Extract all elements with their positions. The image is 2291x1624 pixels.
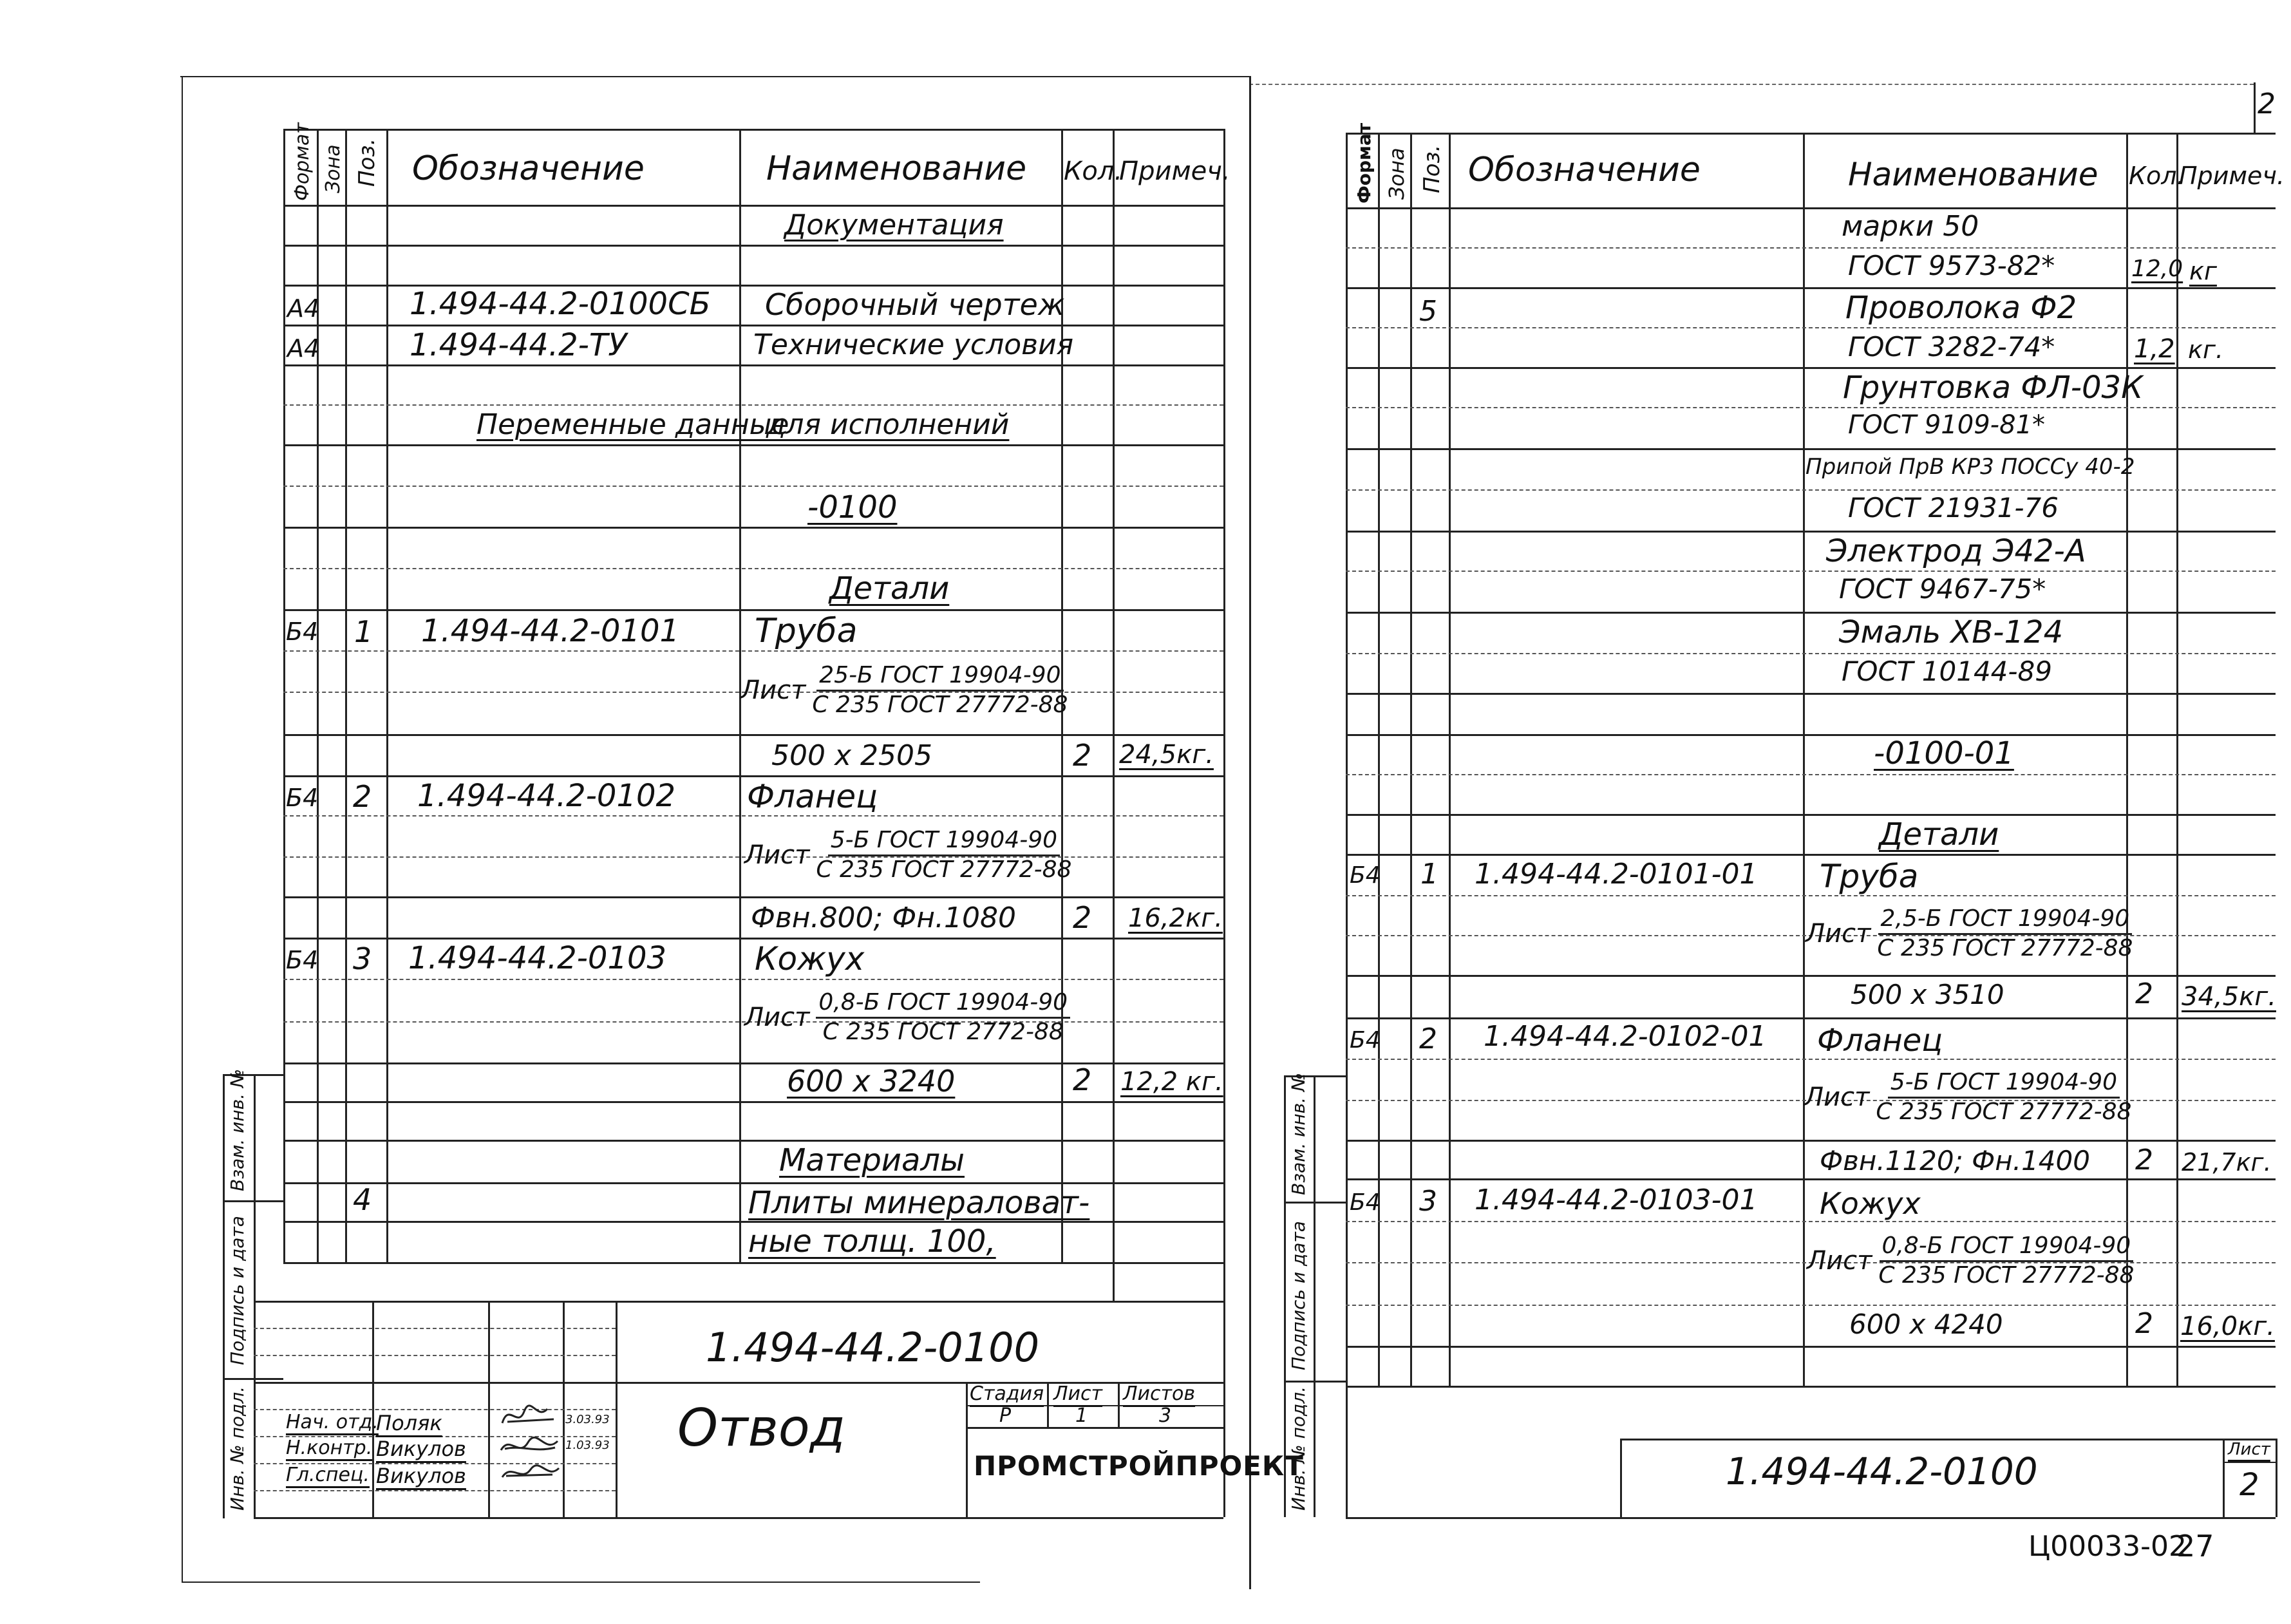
variable-data-label: Переменные данные xyxy=(476,408,789,441)
header-zone: Зона xyxy=(1384,147,1409,200)
titleblock-name: Отвод xyxy=(677,1398,845,1458)
header-pos: Поз. xyxy=(1419,144,1445,193)
mat4-name-2: ные толщ. 100, xyxy=(748,1223,996,1260)
row-dash xyxy=(283,979,1223,980)
row-line xyxy=(1346,287,2276,289)
side-strip-left xyxy=(1284,1075,1286,1517)
part3-pos: 3 xyxy=(1419,1185,1437,1218)
header-designation: Обозначение xyxy=(1468,151,1701,189)
header-qty: Кол. xyxy=(1064,156,1123,186)
col-line xyxy=(2126,133,2128,1386)
row-line xyxy=(283,325,1223,326)
header-note: Примеч. xyxy=(1119,156,1230,186)
part3-code: 1.494-44.2-0103-01 xyxy=(1475,1184,1758,1216)
row-dash xyxy=(1346,653,2276,654)
row-line xyxy=(1346,448,2276,450)
part3-code: 1.494-44.2-0103 xyxy=(408,940,667,976)
row-line xyxy=(283,775,1223,777)
side-strip-left xyxy=(223,1074,225,1518)
part3-note: 12,2 кг. xyxy=(1120,1067,1223,1097)
row-dash xyxy=(1346,489,2276,491)
part2-note: 16,2кг. xyxy=(1128,903,1223,933)
side-label-inventory: Инв. № подл. xyxy=(1288,1386,1309,1511)
part1-material xyxy=(740,662,1068,719)
part1-size: 500 x 3510 xyxy=(1851,979,2004,1010)
doc2-code: 1.494-44.2-ТУ xyxy=(410,327,627,363)
material1-line1: марки 50 xyxy=(1842,210,1979,243)
row-dash xyxy=(1346,774,2276,775)
titleblock-left xyxy=(1620,1439,1622,1517)
col-line xyxy=(386,129,388,1262)
row-dash xyxy=(1346,247,2276,249)
row-dash xyxy=(1346,1221,2276,1222)
doc1-code: 1.494-44.2-0100СБ xyxy=(410,286,711,322)
part3-material-word: Лист xyxy=(1807,1245,1872,1276)
row-line xyxy=(283,444,1223,446)
sheet-edge-top-left xyxy=(180,76,1249,77)
header-name: Наименование xyxy=(1848,156,2098,193)
row-dash xyxy=(1346,895,2276,896)
part3-material-top: 0,8-Б ГОСТ 19904-90 xyxy=(1880,1232,2134,1262)
header-bottom xyxy=(283,205,1223,207)
grid-left xyxy=(283,129,285,1262)
material3-line1: Грунтовка ФЛ-03К xyxy=(1843,370,2144,406)
titleblock-left xyxy=(254,1262,256,1517)
part1-material-bottom: С 235 ГОСТ 27772-88 xyxy=(812,692,1068,719)
part1-code: 1.494-44.2-0101-01 xyxy=(1475,858,1758,891)
tb-stage-row xyxy=(966,1427,1223,1429)
date-head: 3.03.93 xyxy=(565,1413,610,1426)
header-pos: Поз. xyxy=(354,138,380,187)
material6-line2: ГОСТ 10144-89 xyxy=(1842,656,2052,687)
grid-right xyxy=(1223,129,1225,1301)
col-line xyxy=(1449,133,1451,1386)
part1-material-word: Лист xyxy=(740,675,806,705)
side-label-inventory: Инв. № подл. xyxy=(227,1386,248,1511)
row-line xyxy=(283,245,1223,247)
titleblock-code: 1.494-44.2-0100 xyxy=(1726,1449,2038,1493)
titleblock-top xyxy=(1620,1439,2276,1440)
part3-note: 16,0кг. xyxy=(2180,1312,2275,1341)
tb-row xyxy=(254,1328,616,1329)
header-note: Примеч. xyxy=(2179,162,2285,190)
doc1-name: Сборочный чертеж xyxy=(765,287,1065,322)
part3-qty: 2 xyxy=(2135,1307,2153,1340)
mat4-pos: 4 xyxy=(353,1182,372,1217)
col-line xyxy=(1803,133,1805,1386)
part1-material-bottom: С 235 ГОСТ 27772-88 xyxy=(1877,935,2133,962)
part3-pos: 3 xyxy=(353,941,372,976)
tb-stage-col xyxy=(1047,1382,1049,1427)
row-line xyxy=(283,1101,1223,1103)
titleblock-bottom xyxy=(254,1517,1223,1519)
role-head: Нач. отд. xyxy=(286,1411,379,1433)
row-line xyxy=(283,938,1223,939)
part2-qty: 2 xyxy=(1073,900,1092,935)
part2-pos: 2 xyxy=(1419,1023,1437,1055)
row-line xyxy=(1346,1346,2276,1348)
row-line xyxy=(1346,1178,2276,1180)
stage-label: Стадия xyxy=(970,1383,1044,1405)
sheet-number: 2 xyxy=(2239,1467,2259,1503)
part2-code: 1.494-44.2-0102 xyxy=(417,778,676,814)
titleblock-code: 1.494-44.2-0100 xyxy=(706,1324,1040,1371)
row-line xyxy=(1346,693,2276,695)
header-qty: Кол. xyxy=(2129,162,2185,190)
sheet-value: 1 xyxy=(1075,1404,1088,1427)
tb-stage-col xyxy=(1118,1382,1120,1427)
row-line xyxy=(1346,612,2276,614)
part2-material-top: 5-Б ГОСТ 19904-90 xyxy=(828,827,1060,856)
material2-pos: 5 xyxy=(1419,295,1437,328)
section-parts: Детали xyxy=(829,571,950,607)
part1-format: Б4 xyxy=(1350,862,1381,889)
part1-pos: 1 xyxy=(1420,858,1438,891)
row-dash xyxy=(1346,1305,2276,1306)
role-normcontrol: Н.контр. xyxy=(286,1437,373,1459)
row-line xyxy=(283,1182,1223,1184)
part2-note: 21,7кг. xyxy=(2182,1148,2272,1176)
person-head: Поляк xyxy=(376,1411,442,1435)
titleblock-bottom xyxy=(1346,1517,2276,1519)
part2-format: Б4 xyxy=(1350,1027,1381,1053)
part1-note: 24,5кг. xyxy=(1119,740,1214,770)
side-strip-line xyxy=(1284,1381,1346,1383)
titleblock-sheet-col xyxy=(2223,1439,2225,1517)
sheets-value: 3 xyxy=(1159,1404,1172,1427)
row-dash xyxy=(1346,407,2276,408)
row-line xyxy=(1346,531,2276,533)
part2-name: Фланец xyxy=(747,778,878,815)
part2-material-word: Лист xyxy=(1804,1082,1870,1112)
row-line xyxy=(1346,1386,2276,1388)
row-line xyxy=(1346,367,2276,369)
material4-line2: ГОСТ 21931-76 xyxy=(1848,492,2059,524)
material5-line1: Электрод Э42-А xyxy=(1826,533,2086,569)
organization-name: ПРОМСТРОЙПРОЕКТ xyxy=(974,1450,1304,1482)
variant-0100-01: -0100-01 xyxy=(1874,735,2014,771)
row-line xyxy=(1346,1140,2276,1142)
part1-name: Труба xyxy=(755,612,858,650)
side-strip-line xyxy=(1284,1202,1346,1204)
header-name: Наименование xyxy=(766,149,1027,188)
part3-material-bottom: С 235 ГОСТ 27772-88 xyxy=(1878,1262,2135,1289)
part3-material xyxy=(1807,1232,2134,1289)
part2-material-bottom: С 235 ГОСТ 27772-88 xyxy=(1876,1099,2132,1126)
section-materials: Материалы xyxy=(779,1142,965,1178)
part3-size: 600 x 3240 xyxy=(787,1064,956,1099)
sheet-edge-left xyxy=(182,76,183,1583)
doc2-format: А4 xyxy=(287,334,320,363)
tb-row xyxy=(254,1355,616,1356)
material1-line2: ГОСТ 9573-82* xyxy=(1848,250,2055,281)
part2-material xyxy=(1804,1069,2131,1126)
corner-mark: 2 xyxy=(2258,88,2276,120)
corner-mark-line xyxy=(2254,82,2256,134)
part1-code: 1.494-44.2-0101 xyxy=(421,613,680,649)
row-dash xyxy=(283,650,1223,652)
page-number: 27 xyxy=(2176,1529,2214,1563)
part1-size: 500 x 2505 xyxy=(771,739,932,772)
part1-format: Б4 xyxy=(286,618,319,646)
material1-qty: 12,0 xyxy=(2131,256,2183,282)
col-line xyxy=(1410,133,1412,1386)
titleblock-sheet-row xyxy=(2223,1462,2276,1463)
row-dash xyxy=(283,815,1223,817)
grid-left xyxy=(1346,133,1348,1517)
row-line xyxy=(283,896,1223,898)
row-dash xyxy=(283,486,1223,487)
material2-qty: 1,2 xyxy=(2134,334,2175,364)
part2-material-top: 5-Б ГОСТ 19904-90 xyxy=(1888,1069,2120,1099)
stage-value: Р xyxy=(999,1404,1012,1427)
sheet-label: Лист xyxy=(1053,1383,1103,1405)
side-strip-line xyxy=(223,1200,283,1202)
header-zone: Зона xyxy=(322,144,344,193)
side-label-signature: Подпись и дата xyxy=(227,1216,248,1365)
variant-0100: -0100 xyxy=(807,489,898,525)
titleblock-top xyxy=(254,1301,1223,1303)
row-line xyxy=(1346,1017,2276,1019)
part3-format: Б4 xyxy=(1350,1189,1381,1216)
part1-pos: 1 xyxy=(354,614,373,649)
part1-material-top: 25-Б ГОСТ 19904-90 xyxy=(816,662,1063,692)
side-label-replace: Взам. инв. № xyxy=(1288,1072,1309,1195)
row-dash xyxy=(283,404,1223,406)
header-format: Формат xyxy=(291,122,314,201)
part2-pos: 2 xyxy=(353,779,372,814)
header-format: Формат xyxy=(1353,122,1375,203)
part3-material-top: 0,8-Б ГОСТ 19904-90 xyxy=(816,989,1070,1019)
part3-material xyxy=(744,989,1070,1046)
part2-size: Фвн.800; Фн.1080 xyxy=(751,902,1016,934)
row-line xyxy=(283,734,1223,736)
part3-qty: 2 xyxy=(1073,1062,1092,1097)
header-bottom xyxy=(1346,207,2276,209)
part1-note: 34,5кг. xyxy=(2182,982,2276,1012)
row-line xyxy=(283,609,1223,611)
variable-data-label-2: для исполнений xyxy=(766,408,1010,441)
side-label-replace: Взам. инв. № xyxy=(227,1068,248,1191)
side-label-signature: Подпись и дата xyxy=(1288,1221,1309,1370)
col-line xyxy=(1113,129,1115,1301)
row-line xyxy=(283,1221,1223,1223)
sheet-fold-line xyxy=(1249,76,1251,1589)
part2-material-word: Лист xyxy=(744,840,810,870)
material2-note: кг. xyxy=(2188,335,2223,364)
section-parts: Детали xyxy=(1879,817,1999,853)
row-dash xyxy=(1346,571,2276,572)
doc1-format: А4 xyxy=(287,294,320,323)
material2-line1: Проволока Ф2 xyxy=(1845,290,2077,326)
titleblock-right xyxy=(1223,1301,1225,1517)
date-normcontrol: 1.03.93 xyxy=(565,1439,610,1452)
col-line xyxy=(2176,133,2178,1386)
part1-material-top: 2,5-Б ГОСТ 19904-90 xyxy=(1878,905,2133,935)
doc2-name: Технические условия xyxy=(753,328,1074,361)
role-chief-specialist: Гл.спец. xyxy=(286,1464,370,1486)
grid-top xyxy=(1346,133,2276,135)
row-line xyxy=(283,364,1223,366)
part2-name: Фланец xyxy=(1817,1023,1943,1059)
col-line xyxy=(345,129,347,1262)
part3-format: Б4 xyxy=(286,946,319,974)
archive-number: Ц00033-02 xyxy=(2028,1530,2187,1563)
row-line xyxy=(1346,734,2276,736)
sheet-edge-top-right xyxy=(1249,84,2254,85)
part2-size: Фвн.1120; Фн.1400 xyxy=(1820,1145,2090,1176)
row-dash xyxy=(1346,1059,2276,1060)
part2-material-bottom: С 235 ГОСТ 27772-88 xyxy=(816,856,1072,883)
tb-stage-left xyxy=(966,1382,968,1517)
part3-material-word: Лист xyxy=(744,1002,810,1032)
part1-material-word: Лист xyxy=(1805,918,1871,949)
row-dash xyxy=(1346,327,2276,328)
part3-name: Кожух xyxy=(1820,1186,1921,1221)
material1-note: кг xyxy=(2189,257,2217,285)
row-line xyxy=(283,1140,1223,1142)
part1-qty: 2 xyxy=(1073,738,1092,773)
person-chief-specialist: Викулов xyxy=(376,1464,466,1488)
person-normcontrol: Викулов xyxy=(376,1437,466,1461)
grid-top xyxy=(283,129,1223,131)
material6-line1: Эмаль ХВ-124 xyxy=(1839,614,2064,650)
part1-name: Труба xyxy=(1820,858,1919,895)
row-dash xyxy=(283,568,1223,569)
side-strip-right xyxy=(1314,1075,1315,1517)
part2-format: Б4 xyxy=(286,784,319,812)
signatures-icon xyxy=(496,1396,563,1493)
mat4-name-1: Плиты минераловат- xyxy=(748,1185,1090,1221)
material5-line2: ГОСТ 9467-75* xyxy=(1839,573,2046,605)
part1-qty: 2 xyxy=(2135,977,2153,1010)
sheet-label: Лист xyxy=(2228,1440,2270,1459)
part3-size: 600 x 4240 xyxy=(1849,1308,2003,1340)
sheet-edge-bottom xyxy=(182,1582,980,1583)
header-designation: Обозначение xyxy=(412,149,645,188)
titleblock-divider xyxy=(616,1301,618,1517)
part2-material xyxy=(744,827,1071,883)
row-line xyxy=(1346,854,2276,856)
part2-qty: 2 xyxy=(2135,1144,2153,1176)
material4-line1: Припой ПрВ КР3 ПОССу 40-2 xyxy=(1805,454,2135,480)
row-line xyxy=(283,527,1223,529)
material2-line2: ГОСТ 3282-74* xyxy=(1848,331,2055,363)
side-strip-line xyxy=(223,1378,283,1380)
sheets-label: Листов xyxy=(1123,1383,1196,1405)
part3-name: Кожух xyxy=(755,940,865,977)
part3-material-bottom: С 235 ГОСТ 2772-88 xyxy=(822,1019,1064,1046)
section-documentation: Документация xyxy=(784,209,1004,241)
row-line xyxy=(283,1262,1223,1264)
row-line xyxy=(1346,975,2276,977)
titleblock-right xyxy=(2276,1439,2277,1517)
material3-line2: ГОСТ 9109-81* xyxy=(1848,410,2045,440)
part2-code: 1.494-44.2-0102-01 xyxy=(1484,1020,1767,1053)
part1-material xyxy=(1805,905,2133,962)
row-line xyxy=(1346,814,2276,816)
